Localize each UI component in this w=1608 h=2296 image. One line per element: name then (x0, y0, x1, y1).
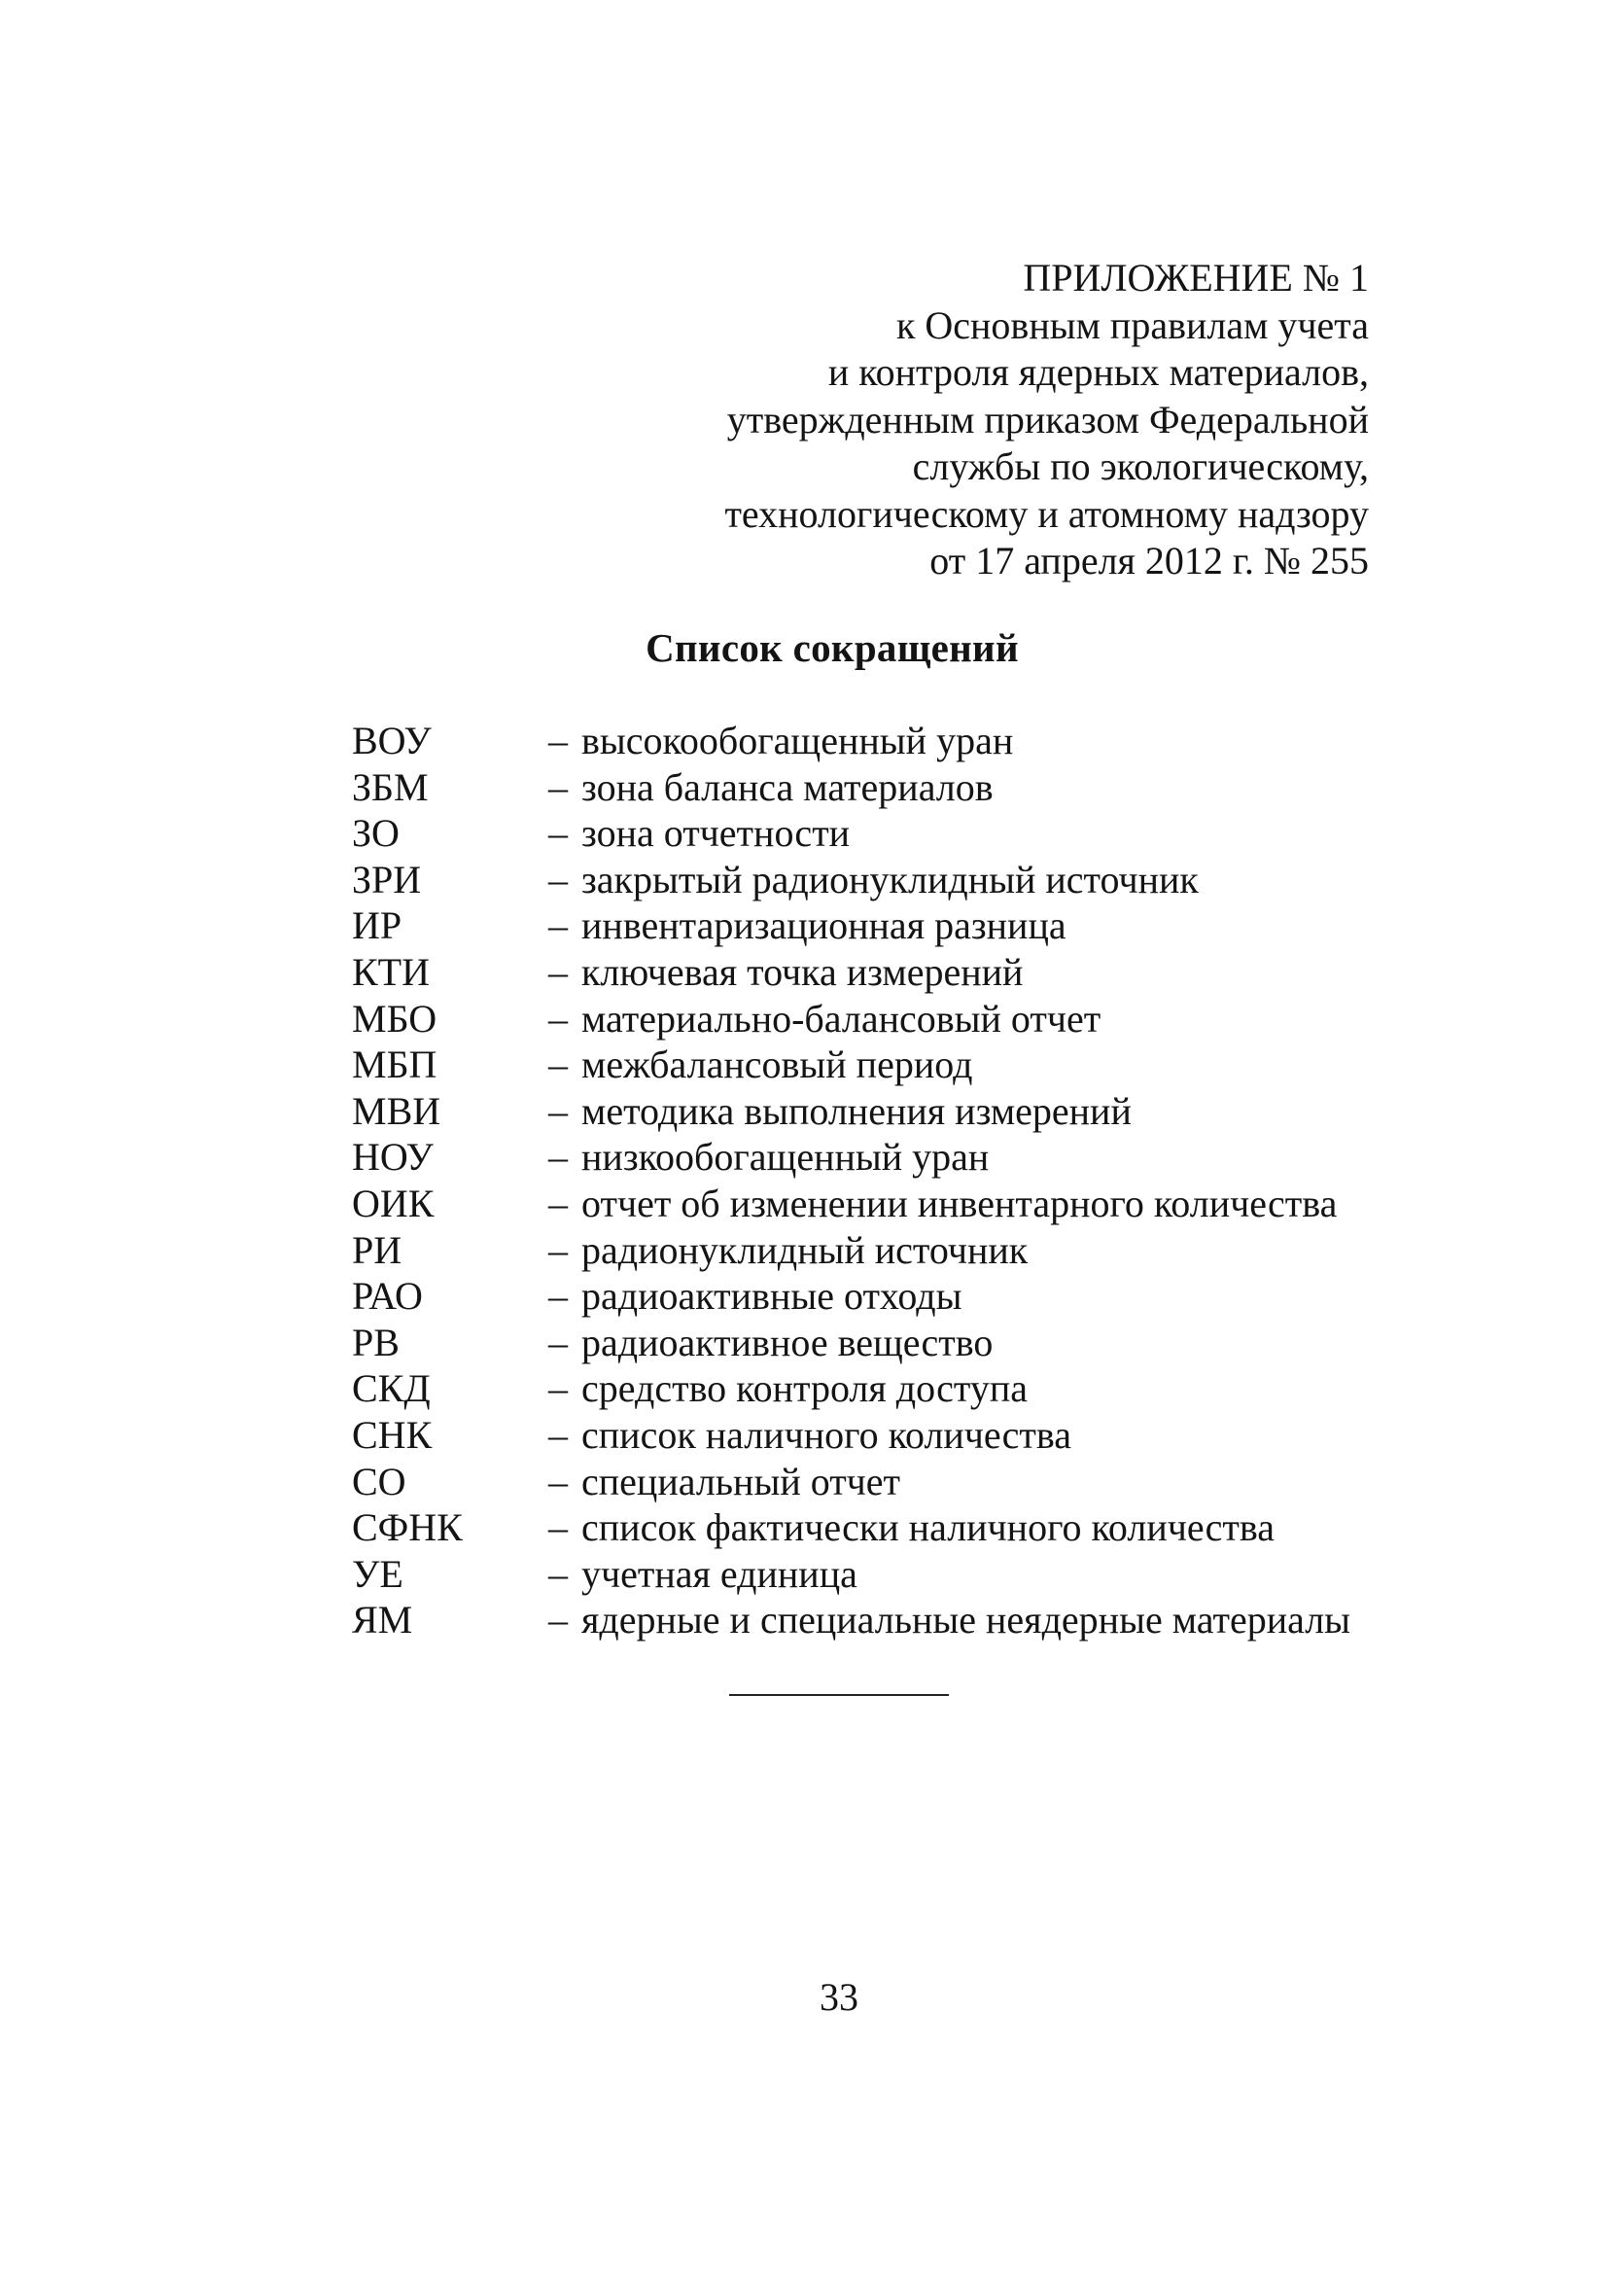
abbreviation-definition: высокообогащенный уран (581, 719, 1014, 762)
abbreviation-dash: – (548, 1551, 568, 1596)
abbreviation-code: ЯМ (352, 1598, 413, 1643)
abbreviation-definition: радиоактивное вещество (581, 1320, 994, 1364)
abbreviation-code: РИ (352, 1227, 402, 1272)
page-number: 33 (820, 1975, 858, 2019)
abbreviation-code: СНК (352, 1412, 433, 1457)
abbreviation-row (352, 1042, 1382, 1088)
abbreviation-row (352, 1227, 1382, 1274)
abbreviation-dash: – (548, 719, 568, 762)
appendix-header (724, 255, 1369, 585)
abbreviation-dash: – (548, 811, 568, 856)
abbreviation-definition: список фактически наличного количества (581, 1505, 1275, 1550)
abbreviation-code: СФНК (352, 1505, 463, 1550)
abbreviation-code: МВИ (352, 1088, 441, 1133)
abbreviation-row (352, 1088, 1382, 1135)
abbreviation-dash: – (548, 1181, 568, 1225)
abbreviation-code: КТИ (352, 949, 430, 994)
abbreviation-dash: – (548, 1227, 568, 1272)
abbreviation-row (352, 1181, 1382, 1227)
abbreviation-definition: зона баланса материалов (581, 764, 994, 809)
abbreviation-dash: – (548, 1135, 568, 1180)
abbreviation-definition: ключевая точка измерений (581, 949, 1024, 994)
abbreviation-dash: – (548, 1088, 568, 1133)
abbreviation-row (352, 1273, 1382, 1320)
appendix-header-line: от 17 апреля 2012 г. № 255 (929, 539, 1369, 583)
abbreviation-code: СКД (352, 1366, 431, 1411)
abbreviation-code: ЗО (352, 811, 400, 856)
abbreviation-code: ОИК (352, 1181, 435, 1225)
abbreviation-definition: отчет об изменении инвентарного количества (581, 1181, 1338, 1225)
abbreviation-row (352, 1365, 1382, 1412)
abbreviation-row (352, 1504, 1382, 1551)
closing-rule (729, 1694, 949, 1696)
abbreviation-definition: радионуклидный источник (581, 1227, 1029, 1272)
abbreviation-definition: зона отчетности (581, 811, 851, 856)
abbreviation-definition: закрытый радионуклидный источник (581, 857, 1199, 901)
abbreviation-definition: методика выполнения измерений (581, 1088, 1132, 1133)
abbreviation-dash: – (548, 1366, 568, 1411)
abbreviation-row (352, 1459, 1382, 1505)
appendix-header-line: технологическому и атомному надзору (724, 491, 1369, 536)
abbreviation-code: МБП (352, 1042, 437, 1087)
abbreviation-dash: – (548, 857, 568, 901)
abbreviation-dash: – (548, 1459, 568, 1503)
abbreviation-dash: – (548, 1505, 568, 1550)
abbreviation-definition: специальный отчет (581, 1459, 901, 1503)
abbreviation-code: СО (352, 1459, 406, 1503)
abbreviation-dash: – (548, 949, 568, 994)
abbreviation-code: ЗРИ (352, 857, 422, 901)
abbreviation-code: РВ (352, 1320, 400, 1364)
appendix-header-line: и контроля ядерных материалов, (827, 350, 1369, 394)
appendix-header-line: утвержденным приказом Федеральной (726, 397, 1369, 442)
abbreviation-definition: список наличного количества (581, 1412, 1072, 1457)
abbreviation-code: ВОУ (352, 719, 432, 762)
page-title: Список сокращений (646, 625, 1019, 670)
abbreviation-definition: ядерные и специальные неядерные материалы (581, 1598, 1351, 1643)
abbreviation-dash: – (548, 764, 568, 809)
abbreviation-definition: радиоактивные отходы (581, 1274, 962, 1319)
abbreviation-code: ИР (352, 903, 402, 948)
abbreviation-row (352, 1320, 1382, 1366)
abbreviation-row (352, 718, 1382, 764)
abbreviation-definition: материально-балансовый отчет (581, 996, 1101, 1041)
abbreviation-row (352, 764, 1382, 811)
abbreviation-dash: – (548, 1412, 568, 1457)
abbreviation-row (352, 902, 1382, 949)
abbreviation-list (352, 718, 1382, 1643)
abbreviation-dash: – (548, 1598, 568, 1643)
appendix-header-line: ПРИЛОЖЕНИЕ № 1 (1023, 256, 1369, 300)
abbreviation-dash: – (548, 1274, 568, 1319)
abbreviation-dash: – (548, 1320, 568, 1364)
abbreviation-definition: учетная единица (581, 1551, 857, 1596)
abbreviation-row (352, 1412, 1382, 1459)
abbreviation-code: НОУ (352, 1135, 434, 1180)
abbreviation-definition: межбалансовый период (581, 1042, 973, 1087)
abbreviation-definition: средство контроля доступа (581, 1366, 1029, 1411)
abbreviation-code: РАО (352, 1274, 423, 1319)
abbreviation-definition: инвентаризационная разница (581, 903, 1066, 948)
abbreviation-row (352, 857, 1382, 903)
abbreviation-dash: – (548, 996, 568, 1041)
abbreviation-row (352, 1134, 1382, 1181)
appendix-header-line: к Основным правилам учета (895, 302, 1369, 347)
abbreviation-code: МБО (352, 996, 437, 1041)
abbreviation-dash: – (548, 903, 568, 948)
abbreviation-row (352, 1551, 1382, 1598)
abbreviation-row (352, 949, 1382, 996)
abbreviation-row (352, 996, 1382, 1042)
appendix-header-line: службы по экологическому, (912, 444, 1369, 488)
abbreviation-row (352, 1597, 1382, 1643)
abbreviation-dash: – (548, 1042, 568, 1087)
abbreviation-code: УЕ (352, 1551, 403, 1596)
abbreviation-code: ЗБМ (352, 764, 429, 809)
abbreviation-row (352, 810, 1382, 857)
abbreviation-definition: низкообогащенный уран (581, 1135, 990, 1180)
